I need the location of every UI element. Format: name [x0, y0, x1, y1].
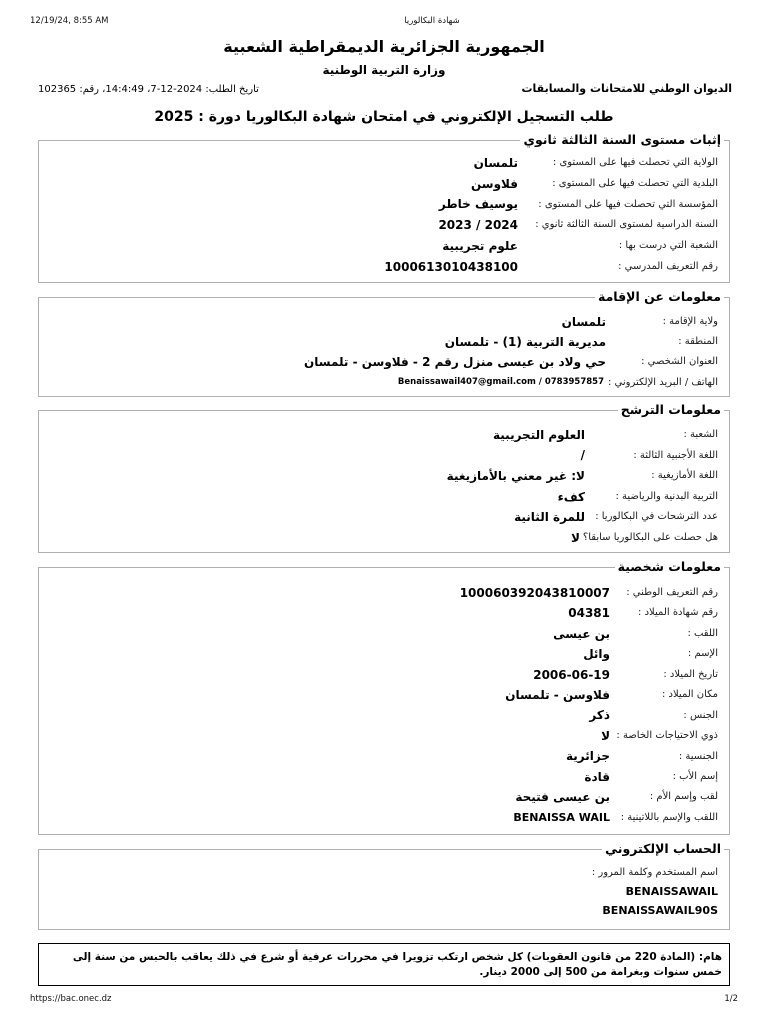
surname-value: بن عيسى	[553, 626, 610, 641]
residence-row-region	[49, 332, 718, 352]
personal-row-birth-certificate	[49, 603, 718, 623]
birth-place-label: مكان الميلاد :	[661, 689, 718, 701]
candidacy-rows	[49, 425, 718, 549]
residence-address-label: العنوان الشخصي :	[641, 356, 718, 368]
candidacy-row-physical-education	[49, 486, 718, 507]
previous-bac-answer: لا	[570, 530, 580, 545]
residence-address-value: حي ولاد بن عيسى منزل رقم 2 - فلاوسن - تلمسان	[303, 355, 606, 370]
level-row-stream	[49, 236, 718, 257]
attempts-label: عدد الترشحات في البكالوريا :	[595, 511, 718, 523]
level-stream-value: علوم تجريبية	[442, 238, 518, 253]
residence-region-value: مديرية التربية (1) - تلمسان	[444, 334, 606, 349]
amazigh-label: اللغة الأمازيغية :	[651, 470, 718, 482]
account-section-legend: الحساب الإلكتروني	[602, 841, 724, 857]
password-value: BENAISSAWAIL90S	[602, 904, 718, 918]
account-section	[38, 841, 730, 930]
level-row-school-id	[49, 257, 718, 278]
account-row-password	[49, 902, 718, 921]
level-school-id-label: رقم التعريف المدرسي :	[618, 260, 718, 272]
candidacy-row-stream	[49, 425, 718, 446]
residence-wilaya-label: ولاية الإقامة :	[662, 315, 718, 327]
level-row-school-year	[49, 215, 718, 236]
previous-bac-question: هل حصلت على البكالوريا سابقا؟	[582, 531, 718, 543]
attempts-value: للمرة الثانية	[514, 510, 585, 525]
candidacy-row-previous-bac	[49, 528, 718, 549]
gender-label: الجنس :	[683, 709, 718, 721]
first-name-value: وائل	[583, 647, 610, 662]
level-row-school	[49, 194, 718, 215]
gender-value: ذكر	[589, 708, 610, 723]
residence-contact-value: Benaissawail407@gmail.com / 0783957857	[397, 377, 604, 388]
residence-section-legend: معلومات عن الإقامة	[595, 289, 724, 305]
third-language-value: /	[580, 448, 585, 463]
mother-name-label: لقب وإسم الأم :	[649, 791, 718, 803]
candidacy-row-attempts	[49, 507, 718, 528]
national-id-label: رقم التعريف الوطني :	[626, 587, 718, 599]
first-name-label: الإسم :	[687, 648, 718, 660]
latin-name-value: BENAISSA WAIL	[513, 811, 610, 825]
request-info: تاريخ الطلب: 2024-12-7، 14:4:49، رقم: 102365	[38, 84, 259, 95]
birth-date-value: 2006-06-19	[533, 667, 610, 682]
personal-row-surname	[49, 624, 718, 644]
office-name: الديوان الوطني للامتحانات والمسابقات	[521, 82, 732, 95]
residence-region-label: المنطقة :	[678, 336, 718, 348]
username-value: BENAISSAWAIL	[625, 885, 718, 899]
personal-row-gender	[49, 705, 718, 725]
third-language-label: اللغة الأجنبية الثالثة :	[633, 449, 718, 461]
physical-education-value: كفء	[557, 489, 585, 504]
candidacy-section	[38, 402, 730, 553]
level-commune-value: فلاوسن	[470, 176, 518, 191]
candidacy-stream-value: العلوم التجريبية	[493, 427, 585, 442]
personal-row-latin-name	[49, 808, 718, 828]
level-row-wilaya	[49, 153, 718, 174]
birth-certificate-label: رقم شهادة الميلاد :	[638, 607, 718, 619]
mother-name-value: بن عيسى فتيحة	[515, 790, 610, 805]
residence-row-contact	[49, 372, 718, 392]
personal-row-first-name	[49, 644, 718, 664]
personal-section-legend: معلومات شخصية	[615, 559, 724, 575]
nationality-value: جزائرية	[566, 749, 610, 764]
level-commune-label: البلدية التي تحصلت فيها على المستوى :	[552, 177, 718, 189]
residence-row-address	[49, 352, 718, 372]
level-school-year-label: السنة الدراسية لمستوى السنة الثالثة ثانوي :	[535, 219, 718, 231]
father-name-value: قادة	[584, 769, 610, 784]
level-school-id-value: 1000613010438100	[384, 259, 518, 274]
candidacy-row-amazigh	[49, 466, 718, 487]
print-page-title: شهادة البكالوريا	[404, 16, 460, 26]
personal-row-mother-name	[49, 787, 718, 807]
national-id-value: 100060392043810007	[459, 585, 610, 600]
print-url: https://bac.onec.dz	[30, 994, 112, 1004]
residence-contact-label: الهاتف / البريد الإلكتروني :	[608, 376, 718, 388]
form-title: طلب التسجيل الإلكتروني في امتحان شهادة البكالوريا دورة : 2025	[154, 109, 614, 125]
ministry-heading: وزارة التربية الوطنية	[322, 63, 446, 77]
print-page-number: 1/2	[724, 994, 738, 1004]
level-section-legend: إثبات مستوى السنة الثالثة ثانوي	[520, 132, 724, 148]
special-needs-value: لا	[601, 728, 610, 743]
republic-heading: الجمهورية الجزائرية الديمقراطية الشعبية	[223, 37, 545, 56]
birth-place-value: فلاوسن - تلمسان	[505, 688, 610, 702]
level-row-commune	[49, 173, 718, 194]
latin-name-label: اللقب والإسم باللاتينية :	[620, 811, 718, 823]
print-datetime: 12/19/24, 8:55 AM	[30, 16, 109, 26]
surname-label: اللقب :	[687, 627, 718, 639]
candidacy-section-legend: معلومات الترشح	[618, 402, 724, 418]
level-school-value: يوسيف خاطر	[438, 197, 518, 212]
physical-education-label: التربية البدنية والرياضية :	[615, 490, 718, 502]
level-section	[38, 132, 730, 283]
level-stream-label: الشعبة التي درست بها :	[618, 240, 718, 252]
residence-row-wilaya	[49, 312, 718, 332]
account-row-username	[49, 883, 718, 902]
level-school-label: المؤسسة التي تحصلت فيها على المستوى :	[538, 198, 718, 210]
personal-rows	[49, 583, 718, 828]
residence-rows	[49, 312, 718, 393]
level-wilaya-label: الولاية التي تحصلت فيها على المستوى :	[552, 156, 718, 168]
nationality-label: الجنسية :	[678, 750, 718, 762]
level-school-year-value: 2023 / 2024	[438, 218, 518, 233]
personal-row-birth-place	[49, 685, 718, 705]
account-rows	[49, 864, 718, 921]
personal-row-national-id	[49, 583, 718, 603]
account-row-label	[49, 864, 718, 883]
personal-row-father-name	[49, 767, 718, 787]
residence-wilaya-value: تلمسان	[561, 314, 606, 329]
candidacy-row-third-language	[49, 445, 718, 466]
personal-row-special-needs	[49, 726, 718, 746]
special-needs-label: ذوي الاحتياجات الخاصة :	[616, 730, 718, 742]
personal-section	[38, 559, 730, 835]
level-rows	[49, 153, 718, 278]
personal-row-nationality	[49, 746, 718, 766]
residence-section	[38, 289, 730, 397]
amazigh-value: لا: غير معني بالأمازيغية	[446, 468, 585, 483]
level-wilaya-value: تلمسان	[473, 155, 518, 170]
birth-certificate-value: 04381	[568, 606, 610, 621]
father-name-label: إسم الأب :	[672, 770, 718, 782]
candidacy-stream-label: الشعبة :	[683, 428, 718, 440]
personal-row-birth-date	[49, 665, 718, 685]
legal-notice: هام: (المادة 220 من قانون العقوبات) كل شخص ارتكب تزويرا في محررات عرفية أو شرع في ذلك يعاقب بالحبس من سنة إلى خمس سنوات وبغرامة من 500 إلى 2000 دينار.	[38, 943, 730, 986]
birth-date-label: تاريخ الميلاد :	[663, 668, 718, 680]
credentials-label: اسم المستخدم وكلمة المرور :	[591, 867, 718, 878]
